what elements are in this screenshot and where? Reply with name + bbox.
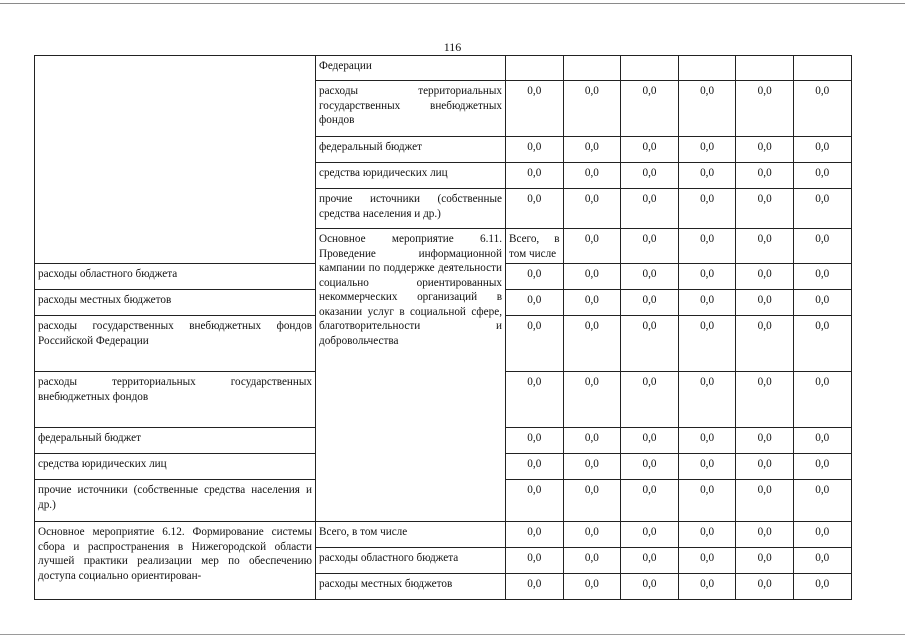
- amount-cell: 0,0: [678, 316, 736, 372]
- amount-cell: 0,0: [621, 454, 679, 480]
- funding-source-cell: средства юридических лиц: [35, 454, 316, 480]
- funding-table: [34, 55, 852, 600]
- amount-cell: 0,0: [563, 163, 621, 189]
- amount-cell: 0,0: [736, 480, 794, 522]
- amount-cell: 0,0: [678, 428, 736, 454]
- amount-cell: 0,0: [736, 189, 794, 229]
- amount-cell: 0,0: [736, 428, 794, 454]
- amount-cell: 0,0: [621, 137, 679, 163]
- amount-cell: 0,0: [736, 548, 794, 574]
- funding-source-cell: расходы территориальных государственных внебюджетных фондов: [316, 81, 506, 137]
- amount-cell: 0,0: [563, 81, 621, 137]
- amount-cell: 0,0: [506, 290, 564, 316]
- activity-cell: Основное мероприятие 6.12. Формирование системы сбора и распространения в Нижегородской области лучшей практики реализации мер по обеспечению доступа социально ориентирован-: [35, 522, 316, 600]
- funding-source-cell: Всего, в том числе: [316, 522, 506, 548]
- funding-source-cell: Всего, в том числе: [506, 229, 564, 264]
- amount-cell: 0,0: [621, 189, 679, 229]
- amount-cell: 0,0: [678, 290, 736, 316]
- funding-source-cell: расходы территориальных государственных внебюджетных фондов: [35, 372, 316, 428]
- amount-cell: 0,0: [563, 316, 621, 372]
- amount-cell: 0,0: [506, 454, 564, 480]
- amount-cell: 0,0: [793, 264, 851, 290]
- amount-cell: 0,0: [793, 372, 851, 428]
- amount-cell: 0,0: [793, 290, 851, 316]
- amount-cell: 0,0: [621, 548, 679, 574]
- amount-cell: 0,0: [563, 428, 621, 454]
- amount-cell: 0,0: [793, 548, 851, 574]
- amount-cell: 0,0: [793, 316, 851, 372]
- amount-cell: 0,0: [678, 372, 736, 428]
- amount-cell: 0,0: [793, 189, 851, 229]
- amount-cell: 0,0: [736, 372, 794, 428]
- funding-source-cell: федеральный бюджет: [35, 428, 316, 454]
- page-number: 116: [443, 40, 462, 54]
- amount-cell: 0,0: [678, 229, 736, 264]
- activity-cell: Основное мероприятие 6.11. Проведение информационной кампании по поддержке деятельности социально ориентированных некоммерческих организаций в оказании услуг в социальной сфере, благотворительности и добровольчества: [316, 229, 506, 522]
- amount-cell: 0,0: [506, 428, 564, 454]
- amount-cell: 0,0: [621, 372, 679, 428]
- funding-source-cell: расходы местных бюджетов: [35, 290, 316, 316]
- amount-cell: [621, 56, 679, 81]
- amount-cell: 0,0: [563, 574, 621, 600]
- amount-cell: 0,0: [563, 290, 621, 316]
- amount-cell: [563, 56, 621, 81]
- funding-source-cell: федеральный бюджет: [316, 137, 506, 163]
- amount-cell: 0,0: [621, 229, 679, 264]
- funding-table-body: [35, 56, 852, 600]
- funding-source-cell: расходы областного бюджета: [316, 548, 506, 574]
- amount-cell: 0,0: [563, 480, 621, 522]
- amount-cell: 0,0: [563, 229, 621, 264]
- amount-cell: 0,0: [506, 480, 564, 522]
- amount-cell: 0,0: [793, 522, 851, 548]
- amount-cell: 0,0: [678, 264, 736, 290]
- amount-cell: 0,0: [621, 428, 679, 454]
- amount-cell: 0,0: [678, 522, 736, 548]
- table-row: [35, 56, 852, 81]
- amount-cell: 0,0: [506, 574, 564, 600]
- amount-cell: 0,0: [678, 81, 736, 137]
- amount-cell: 0,0: [621, 480, 679, 522]
- amount-cell: 0,0: [506, 189, 564, 229]
- funding-source-cell: Федерации: [316, 56, 506, 81]
- scan-edge-bottom: [0, 634, 905, 635]
- amount-cell: 0,0: [678, 137, 736, 163]
- amount-cell: 0,0: [621, 574, 679, 600]
- amount-cell: 0,0: [563, 522, 621, 548]
- amount-cell: 0,0: [506, 264, 564, 290]
- amount-cell: 0,0: [506, 372, 564, 428]
- amount-cell: 0,0: [793, 229, 851, 264]
- amount-cell: 0,0: [678, 574, 736, 600]
- amount-cell: 0,0: [793, 574, 851, 600]
- amount-cell: 0,0: [736, 229, 794, 264]
- amount-cell: 0,0: [736, 574, 794, 600]
- amount-cell: 0,0: [793, 163, 851, 189]
- amount-cell: 0,0: [736, 264, 794, 290]
- funding-source-cell: средства юридических лиц: [316, 163, 506, 189]
- amount-cell: 0,0: [736, 163, 794, 189]
- amount-cell: 0,0: [678, 189, 736, 229]
- table-row: [35, 522, 852, 548]
- amount-cell: 0,0: [793, 454, 851, 480]
- amount-cell: 0,0: [506, 81, 564, 137]
- amount-cell: [736, 56, 794, 81]
- amount-cell: 0,0: [506, 137, 564, 163]
- amount-cell: 0,0: [736, 454, 794, 480]
- amount-cell: 0,0: [736, 290, 794, 316]
- amount-cell: [793, 56, 851, 81]
- amount-cell: 0,0: [678, 454, 736, 480]
- amount-cell: 0,0: [621, 81, 679, 137]
- amount-cell: 0,0: [563, 189, 621, 229]
- funding-source-cell: прочие источники (собственные средства населения и др.): [35, 480, 316, 522]
- funding-source-cell: прочие источники (собственные средства населения и др.): [316, 189, 506, 229]
- amount-cell: [678, 56, 736, 81]
- amount-cell: 0,0: [736, 522, 794, 548]
- amount-cell: 0,0: [736, 137, 794, 163]
- amount-cell: 0,0: [678, 163, 736, 189]
- amount-cell: 0,0: [506, 548, 564, 574]
- amount-cell: 0,0: [621, 163, 679, 189]
- amount-cell: 0,0: [563, 137, 621, 163]
- amount-cell: [506, 56, 564, 81]
- funding-source-cell: расходы государственных внебюджетных фондов Российской Федерации: [35, 316, 316, 372]
- amount-cell: 0,0: [793, 480, 851, 522]
- activity-cell: [35, 56, 316, 264]
- amount-cell: 0,0: [736, 81, 794, 137]
- amount-cell: 0,0: [563, 264, 621, 290]
- funding-source-cell: расходы местных бюджетов: [316, 574, 506, 600]
- amount-cell: 0,0: [506, 522, 564, 548]
- funding-source-cell: расходы областного бюджета: [35, 264, 316, 290]
- amount-cell: 0,0: [506, 316, 564, 372]
- amount-cell: 0,0: [621, 316, 679, 372]
- amount-cell: 0,0: [678, 480, 736, 522]
- amount-cell: 0,0: [563, 372, 621, 428]
- amount-cell: 0,0: [793, 428, 851, 454]
- amount-cell: 0,0: [563, 454, 621, 480]
- amount-cell: 0,0: [736, 316, 794, 372]
- scan-edge-top: [0, 3, 905, 4]
- amount-cell: 0,0: [506, 163, 564, 189]
- amount-cell: 0,0: [793, 81, 851, 137]
- amount-cell: 0,0: [678, 548, 736, 574]
- amount-cell: 0,0: [621, 522, 679, 548]
- amount-cell: 0,0: [621, 264, 679, 290]
- amount-cell: 0,0: [793, 137, 851, 163]
- amount-cell: 0,0: [563, 548, 621, 574]
- amount-cell: 0,0: [621, 290, 679, 316]
